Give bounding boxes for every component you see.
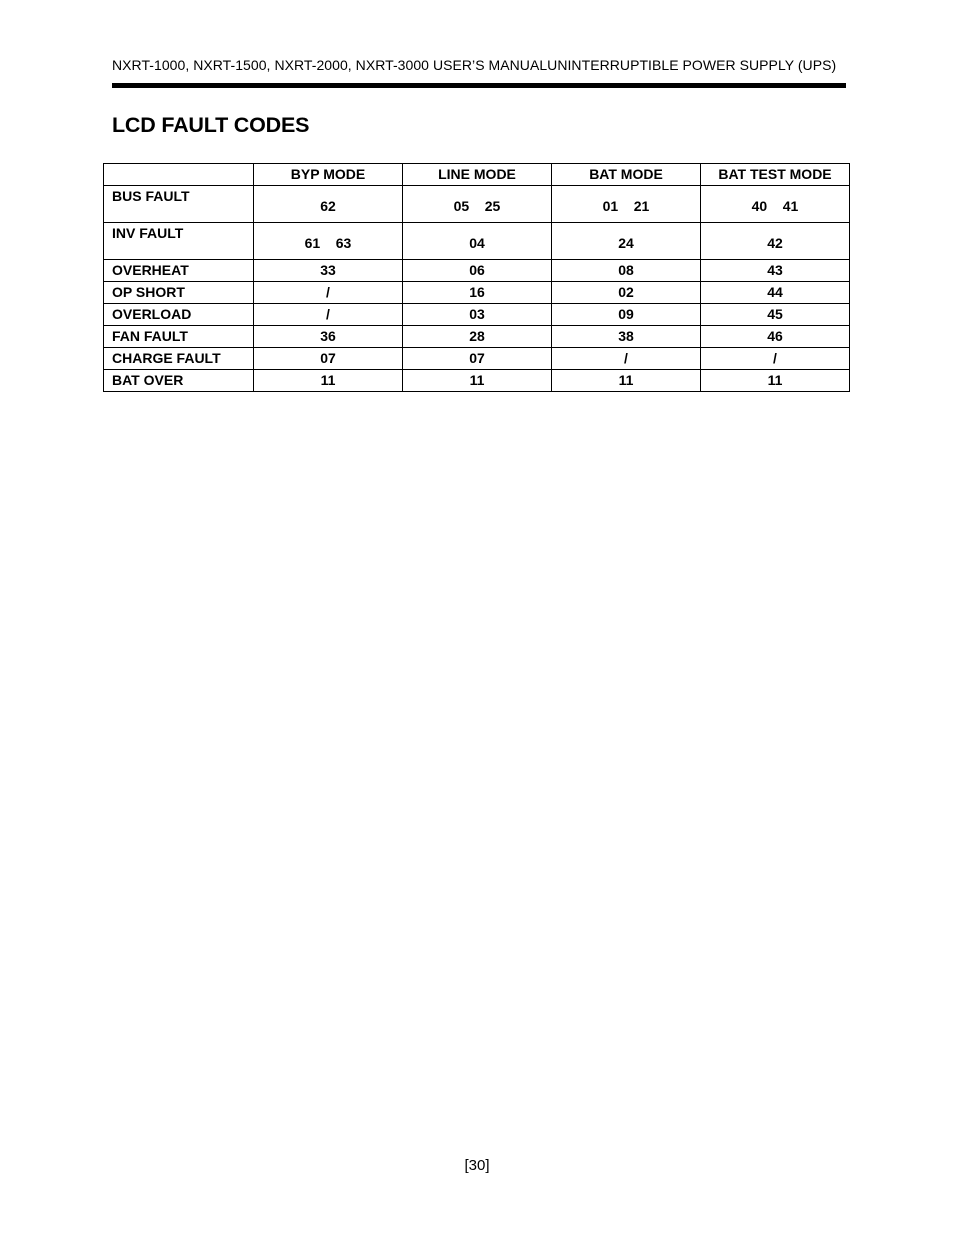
- table-row: [104, 326, 850, 348]
- table-cell: 24: [552, 223, 701, 260]
- table-cell: 11: [254, 370, 403, 392]
- table-cell: 03: [403, 304, 552, 326]
- table-cell: 07: [403, 348, 552, 370]
- table-cell: 11: [403, 370, 552, 392]
- table-cell: 36: [254, 326, 403, 348]
- table-cell: /: [552, 348, 701, 370]
- column-header-empty: [104, 164, 254, 186]
- section-title: LCD FAULT CODES: [112, 113, 310, 137]
- table-cell: 45: [701, 304, 850, 326]
- table-cell: 42: [701, 223, 850, 260]
- table-cell: 11: [701, 370, 850, 392]
- table-row: [104, 304, 850, 326]
- column-header-bat-mode: BAT MODE: [552, 164, 701, 186]
- table-row: [104, 348, 850, 370]
- row-label: BAT OVER: [104, 370, 254, 392]
- row-label: BUS FAULT: [104, 186, 254, 223]
- row-label: CHARGE FAULT: [104, 348, 254, 370]
- table-cell: /: [254, 282, 403, 304]
- table-cell: 04: [403, 223, 552, 260]
- row-label: FAN FAULT: [104, 326, 254, 348]
- table-row: [104, 260, 850, 282]
- table-row: [104, 370, 850, 392]
- page-number: [30]: [464, 1157, 490, 1174]
- table-cell: 06: [403, 260, 552, 282]
- row-label: OVERHEAT: [104, 260, 254, 282]
- table-cell: 01 21: [552, 186, 701, 223]
- table-cell: 11: [552, 370, 701, 392]
- table-cell: 44: [701, 282, 850, 304]
- table-row: [104, 223, 850, 260]
- table-cell: 46: [701, 326, 850, 348]
- table-row: [104, 282, 850, 304]
- column-header-line-mode: LINE MODE: [403, 164, 552, 186]
- column-header-byp-mode: BYP MODE: [254, 164, 403, 186]
- table-cell: 38: [552, 326, 701, 348]
- table-cell: /: [254, 304, 403, 326]
- table-cell: 09: [552, 304, 701, 326]
- table-cell: 16: [403, 282, 552, 304]
- table-cell: 40 41: [701, 186, 850, 223]
- table-cell: 02: [552, 282, 701, 304]
- table-header-row: [104, 164, 850, 186]
- table-cell: 43: [701, 260, 850, 282]
- row-label: INV FAULT: [104, 223, 254, 260]
- table-cell: 05 25: [403, 186, 552, 223]
- table-cell: 08: [552, 260, 701, 282]
- running-header: NXRT-1000, NXRT-1500, NXRT-2000, NXRT-3000 USER’S MANUALUNINTERRUPTIBLE POWER SUPPLY (UPS): [112, 57, 837, 73]
- table-cell: 61 63: [254, 223, 403, 260]
- table-cell: 62: [254, 186, 403, 223]
- table-cell: 28: [403, 326, 552, 348]
- header-rule: [112, 83, 846, 88]
- table-cell: 33: [254, 260, 403, 282]
- fault-codes-table: [103, 163, 850, 392]
- table-row: [104, 186, 850, 223]
- table-cell: /: [701, 348, 850, 370]
- row-label: OVERLOAD: [104, 304, 254, 326]
- row-label: OP SHORT: [104, 282, 254, 304]
- column-header-bat-test-mode: BAT TEST MODE: [701, 164, 850, 186]
- table-cell: 07: [254, 348, 403, 370]
